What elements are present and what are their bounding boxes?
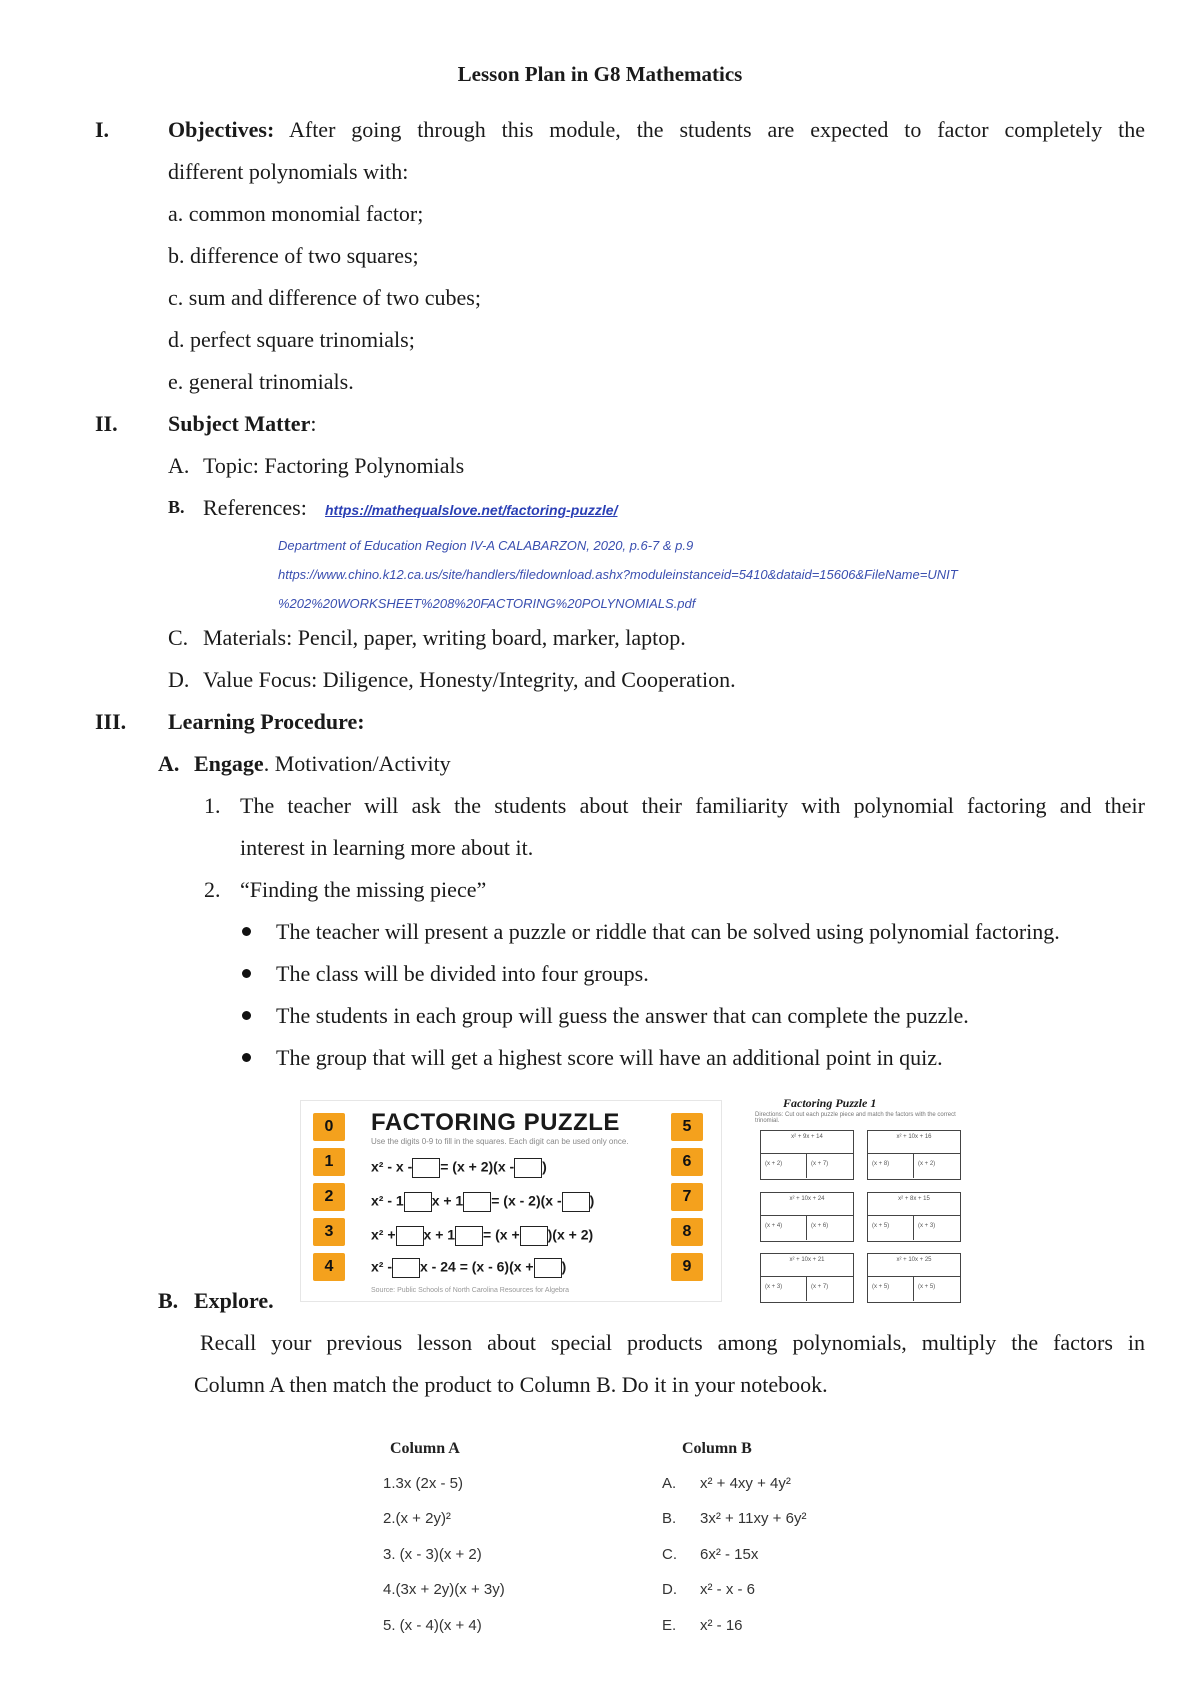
bullet-item: The group that will get a highest score will have an additional point in quiz. bbox=[276, 1045, 943, 1070]
piece-answer: (x + 3) bbox=[765, 1284, 783, 1290]
puzzle-footer: Source: Public Schools of North Carolina Resources for Algebra bbox=[371, 1287, 570, 1294]
explore-label: Explore. bbox=[194, 1288, 274, 1313]
puzzle-digit: 8 bbox=[671, 1218, 703, 1246]
puzzle-piece bbox=[867, 1253, 961, 1303]
page-title: Lesson Plan in G8 Mathematics bbox=[457, 62, 743, 86]
puzzle-piece bbox=[867, 1192, 961, 1242]
bullet-item: The class will be divided into four groups. bbox=[276, 961, 649, 986]
puzzle-title: FACTORING PUZZLE bbox=[371, 1109, 620, 1136]
references-link[interactable]: https://mathequalslove.net/factoring-puzzle/ bbox=[325, 502, 618, 518]
piece-answer: (x + 2) bbox=[918, 1161, 936, 1167]
piece-answer: (x + 5) bbox=[872, 1284, 890, 1290]
puzzle-digit: 2 bbox=[313, 1183, 345, 1211]
blank-box bbox=[562, 1192, 590, 1212]
value-focus-text: Value Focus: Diligence, Honesty/Integrity, and Cooperation. bbox=[203, 667, 736, 692]
reference-line: %202%20WORKSHEET%208%20FACTORING%20POLYNOMIALS.pdf bbox=[278, 596, 696, 611]
objective-item: c. sum and difference of two cubes; bbox=[168, 285, 481, 310]
puzzle-subtitle: Use the digits 0-9 to fill in the squares. Each digit can be used only once. bbox=[371, 1137, 629, 1146]
topic-letter: A. bbox=[168, 453, 190, 478]
step2-number: 2. bbox=[204, 877, 221, 902]
puzzle-digit: 0 bbox=[313, 1113, 345, 1141]
objective-item: e. general trinomials. bbox=[168, 369, 354, 394]
engage-letter: A. bbox=[158, 751, 180, 776]
objective-item: d. perfect square trinomials; bbox=[168, 327, 415, 352]
factoring-puzzle-image bbox=[300, 1100, 722, 1302]
puzzle-digit: 3 bbox=[313, 1218, 345, 1246]
blank-box bbox=[396, 1226, 424, 1246]
column-a-item: 1.3x (2x - 5) bbox=[383, 1475, 464, 1492]
puzzle-piece bbox=[760, 1130, 854, 1180]
column-a-item: 3. (x - 3)(x + 2) bbox=[383, 1546, 482, 1563]
column-b-letter: E. bbox=[662, 1617, 677, 1634]
piece-answer: (x + 7) bbox=[811, 1161, 829, 1167]
column-b-header: Column B bbox=[682, 1440, 752, 1457]
explore-line2: Column A then match the product to Column B. Do it in your notebook. bbox=[194, 1372, 828, 1397]
references-letter: B. bbox=[168, 497, 185, 517]
eq-part: ) bbox=[542, 1158, 547, 1175]
eq-part: = (x + bbox=[483, 1226, 520, 1243]
piece-answer: (x + 7) bbox=[811, 1284, 829, 1290]
bullet-icon bbox=[242, 1053, 251, 1062]
puzzle-piece bbox=[760, 1253, 854, 1303]
piece-answer: (x + 3) bbox=[918, 1223, 936, 1229]
puzzle-equation bbox=[371, 1192, 594, 1212]
piece-question: x² + 8x + 15 bbox=[898, 1196, 930, 1202]
eq-part: x² + bbox=[371, 1226, 396, 1243]
subject-matter-heading bbox=[168, 413, 316, 435]
references-label: References: bbox=[203, 495, 307, 520]
procedure-label: Learning Procedure: bbox=[168, 709, 365, 734]
puzzle-digit: 6 bbox=[671, 1148, 703, 1176]
blank-box bbox=[404, 1192, 432, 1212]
section-numeral-procedure: III. bbox=[95, 709, 127, 734]
step2-text: “Finding the missing piece” bbox=[240, 877, 487, 902]
blank-box bbox=[392, 1258, 420, 1278]
puzzle-piece bbox=[760, 1192, 854, 1242]
eq-part: = (x - 2)(x - bbox=[491, 1192, 562, 1209]
engage-heading bbox=[194, 753, 451, 775]
engage-rest: . Motivation/Activity bbox=[263, 751, 451, 776]
section-numeral-subject-matter: II. bbox=[95, 411, 118, 436]
puzzle-equation bbox=[371, 1258, 566, 1278]
eq-part: x + 1 bbox=[423, 1226, 456, 1243]
column-b-item: x² - x - 6 bbox=[700, 1581, 755, 1598]
explore-line1: Recall your previous lesson about special products among polynomials, multiply the factors in bbox=[200, 1330, 1145, 1355]
puzzle-equation bbox=[371, 1226, 593, 1246]
puzzle-digit: 4 bbox=[313, 1253, 345, 1281]
column-a-header: Column A bbox=[390, 1440, 460, 1457]
value-focus-letter: D. bbox=[168, 667, 190, 692]
blank-box bbox=[514, 1158, 542, 1178]
column-a-item: 5. (x - 4)(x + 4) bbox=[383, 1617, 482, 1634]
step1-number: 1. bbox=[204, 793, 221, 818]
step1-line2: interest in learning more about it. bbox=[240, 835, 534, 860]
column-b-item: 3x² + 11xy + 6y² bbox=[700, 1510, 807, 1527]
piece-answer: (x + 4) bbox=[765, 1223, 783, 1229]
column-a-item: 2.(x + 2y)² bbox=[383, 1510, 451, 1527]
materials-letter: C. bbox=[168, 625, 189, 650]
bullet-icon bbox=[242, 1011, 251, 1020]
engage-label: Engage bbox=[194, 751, 264, 776]
objectives-intro bbox=[168, 119, 1145, 141]
column-b-letter: B. bbox=[662, 1510, 677, 1527]
reference-line: https://www.chino.k12.ca.us/site/handlers/filedownload.ashx?moduleinstanceid=5410&dataid=15606&FileName=UNIT bbox=[278, 567, 958, 582]
bullet-item: The students in each group will guess the answer that can complete the puzzle. bbox=[276, 1003, 969, 1028]
eq-part: x² - x - bbox=[371, 1158, 413, 1175]
eq-part: x - 24 = (x - 6)(x + bbox=[420, 1258, 534, 1275]
blank-box bbox=[534, 1258, 562, 1278]
column-b-item: x² - 16 bbox=[700, 1617, 743, 1634]
column-b-letter: C. bbox=[662, 1546, 677, 1563]
piece-question: x² + 10x + 24 bbox=[789, 1196, 825, 1202]
puzzle-equation bbox=[371, 1158, 547, 1178]
piece-answer: (x + 5) bbox=[918, 1284, 936, 1290]
eq-part: ) bbox=[589, 1192, 595, 1209]
objectives-intro-line2: different polynomials with: bbox=[168, 159, 409, 184]
objectives-label: Objectives: bbox=[168, 117, 275, 142]
subject-matter-label: Subject Matter bbox=[168, 411, 311, 436]
eq-part: x² - 1 bbox=[371, 1192, 404, 1209]
eq-part: ) bbox=[561, 1258, 567, 1275]
bullet-icon bbox=[242, 927, 251, 936]
puzzle-digit: 9 bbox=[671, 1253, 703, 1281]
blank-box bbox=[520, 1226, 548, 1246]
piece-answer: (x + 2) bbox=[765, 1161, 783, 1167]
objective-item: b. difference of two squares; bbox=[168, 243, 419, 268]
eq-part: x² - bbox=[371, 1258, 392, 1275]
piece-question: x² + 10x + 25 bbox=[896, 1257, 932, 1263]
column-b-item: x² + 4xy + 4y² bbox=[700, 1475, 791, 1492]
materials-text: Materials: Pencil, paper, writing board, marker, laptop. bbox=[203, 625, 686, 650]
reference-line: Department of Education Region IV-A CALABARZON, 2020, p.6-7 & p.9 bbox=[278, 538, 694, 553]
eq-part: = (x + 2)(x - bbox=[440, 1158, 515, 1175]
step1-line1: The teacher will ask the students about their familiarity with polynomial factoring and their bbox=[240, 793, 1145, 818]
section-numeral-objectives: I. bbox=[95, 117, 110, 142]
eq-part: )(x + 2) bbox=[547, 1226, 594, 1243]
factoring-puzzle-2-image bbox=[755, 1096, 970, 1306]
piece-answer: (x + 5) bbox=[872, 1223, 890, 1229]
column-b-letter: A. bbox=[662, 1475, 677, 1492]
bullet-item: The teacher will present a puzzle or riddle that can be solved using polynomial factoring. bbox=[276, 919, 1060, 944]
puzzle-digit: 7 bbox=[671, 1183, 703, 1211]
eq-part: x + 1 bbox=[431, 1192, 464, 1209]
piece-answer: (x + 6) bbox=[811, 1223, 829, 1229]
subject-matter-colon: : bbox=[310, 411, 317, 436]
puzzle-digit: 1 bbox=[313, 1148, 345, 1176]
bullet-icon bbox=[242, 969, 251, 978]
topic-text: Topic: Factoring Polynomials bbox=[203, 453, 465, 478]
piece-question: x² + 10x + 16 bbox=[896, 1134, 932, 1140]
blank-box bbox=[455, 1226, 483, 1246]
puzzle2-instructions: Directions: Cut out each puzzle piece and match the factors with the correct trinomial. bbox=[755, 1112, 956, 1124]
piece-question: x² + 9x + 14 bbox=[791, 1134, 823, 1140]
explore-letter: B. bbox=[158, 1288, 179, 1313]
blank-box bbox=[412, 1158, 440, 1178]
puzzle-digit: 5 bbox=[671, 1113, 703, 1141]
column-a-item: 4.(3x + 2y)(x + 3y) bbox=[383, 1581, 505, 1598]
objective-item: a. common monomial factor; bbox=[168, 201, 424, 226]
blank-box bbox=[463, 1192, 491, 1212]
column-b-item: 6x² - 15x bbox=[700, 1546, 759, 1563]
puzzle2-title: Factoring Puzzle 1 bbox=[783, 1096, 877, 1110]
column-b-letter: D. bbox=[662, 1581, 677, 1598]
objectives-intro-line1: After going through this module, the students are expected to factor completely the bbox=[288, 117, 1145, 142]
piece-question: x² + 10x + 21 bbox=[789, 1257, 825, 1263]
piece-answer: (x + 8) bbox=[872, 1161, 890, 1167]
puzzle-piece bbox=[867, 1130, 961, 1180]
